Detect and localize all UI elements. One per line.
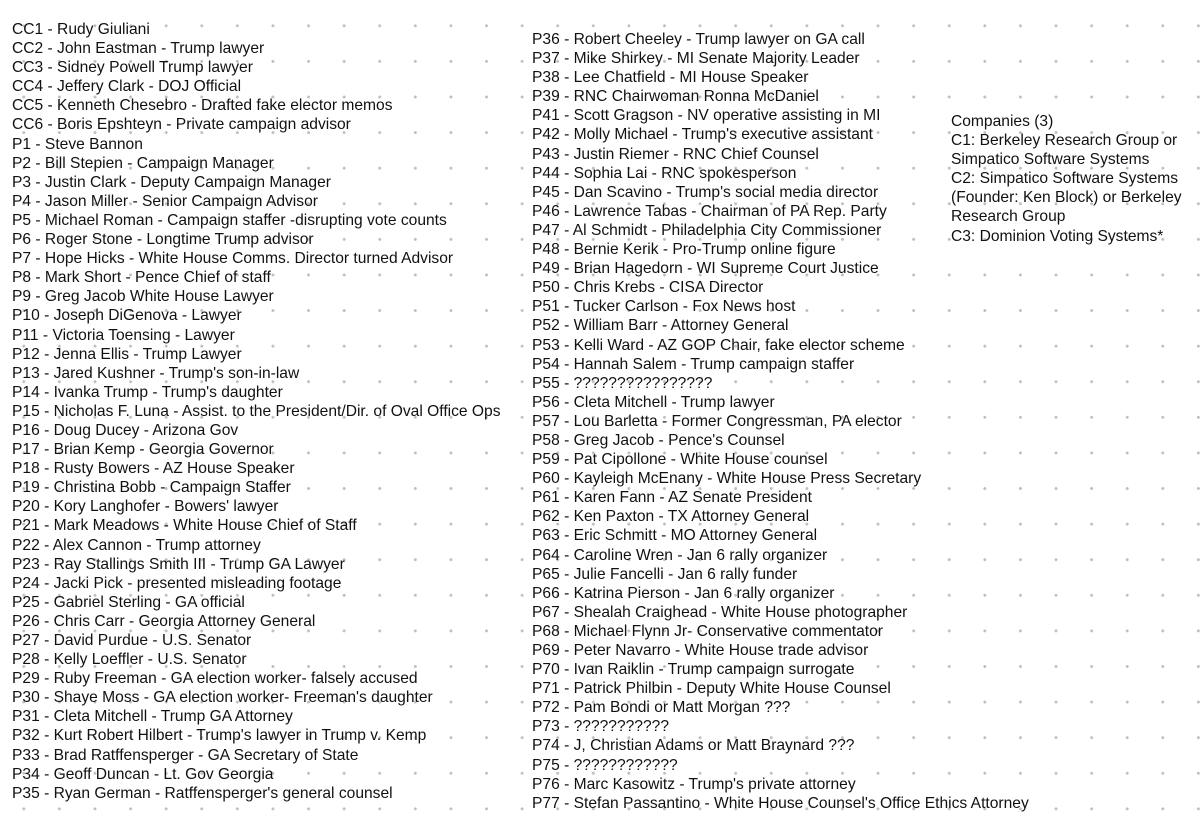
list-item: P52 - William Barr - Attorney General [532, 317, 789, 335]
list-item: P26 - Chris Carr - Georgia Attorney General [12, 612, 316, 630]
list-item: P41 - Scott Gragson - NV operative assisting in MI [532, 107, 881, 125]
list-item: P48 - Bernie Kerik - Pro-Trump online figure [532, 241, 836, 259]
list-item: P16 - Doug Ducey - Arizona Gov [12, 421, 239, 439]
list-item: P36 - Robert Cheeley - Trump lawyer on GA call [532, 31, 865, 48]
list-item: P49 - Brian Hagedorn - WI Supreme Court Justice [532, 260, 879, 278]
list-item: P9 - Greg Jacob White House Lawyer [12, 288, 274, 306]
list-item: P60 - Kayleigh McEnany - White House Press Secretary [532, 470, 922, 488]
list-item: P10 - Joseph DiGenova - Lawyer [12, 307, 242, 325]
list-item: P13 - Jared Kushner - Trump's son-in-law [12, 364, 300, 382]
list-item: P28 - Kelly Loeffler - U.S. Senator [12, 651, 247, 669]
list-item: P15 - Nicholas F. Luna - Assist. to the President/Dir. of Oval Office Ops [12, 402, 501, 420]
list-item: P35 - Ryan German - Ratffensperger's general counsel [12, 784, 393, 802]
list-item: P57 - Lou Barletta - Former Congressman, PA elector [532, 412, 902, 430]
list-item: P4 - Jason Miller - Senior Campaign Advisor [12, 192, 318, 210]
list-item: P17 - Brian Kemp - Georgia Governor [12, 441, 274, 459]
list-item: P59 - Pat Cipollone - White House counsel [532, 451, 828, 469]
list-item: P1 - Steve Bannon [12, 135, 143, 153]
list-item: P33 - Brad Ratffensperger - GA Secretary of State [12, 746, 359, 764]
list-item: CC6 - Boris Epshteyn - Private campaign advisor [12, 116, 351, 134]
list-item: P7 - Hope Hicks - White House Comms. Director turned Advisor [12, 250, 454, 268]
list-item: P71 - Patrick Philbin - Deputy White House Counsel [532, 680, 891, 698]
list-item: P77 - Stefan Passantino - White House Counsel's Office Ethics Attorney [532, 794, 1029, 812]
list-item: P66 - Katrina Pierson - Jan 6 rally organizer [532, 584, 835, 602]
company-line: C2: Simpatico Software Systems [951, 170, 1179, 188]
companies-section [951, 112, 1196, 246]
list-item: P2 - Bill Stepien - Campaign Manager [12, 154, 274, 172]
list-item: P39 - RNC Chairwoman Ronna McDaniel [532, 88, 819, 106]
list-item: P25 - Gabriel Sterling - GA official [12, 593, 245, 611]
list-item: P65 - Julie Fancelli - Jan 6 rally funder [532, 565, 798, 583]
list-item: P72 - Pam Bondi or Matt Morgan ??? [532, 699, 791, 717]
list-item: P34 - Geoff Duncan - Lt. Gov Georgia [12, 765, 274, 783]
list-item: CC2 - John Eastman - Trump lawyer [12, 40, 265, 58]
list-item: P46 - Lawrence Tabas - Chairman of PA Rep. Party [532, 202, 887, 220]
list-item: P47 - Al Schmidt - Philadelphia City Commissioner [532, 221, 882, 239]
list-item: P58 - Greg Jacob - Pence's Counsel [532, 431, 785, 449]
list-item: P20 - Kory Langhofer - Bowers' lawyer [12, 498, 279, 516]
list-item: P12 - Jenna Ellis - Trump Lawyer [12, 345, 242, 363]
list-item: P75 - ???????????? [532, 756, 678, 774]
list-item: P21 - Mark Meadows - White House Chief of Staff [12, 517, 357, 535]
list-item: P67 - Shealah Craighead - White House photographer [532, 603, 908, 621]
list-item: P30 - Shaye Moss - GA election worker- Freeman's daughter [12, 689, 433, 707]
list-item: P6 - Roger Stone - Longtime Trump advisor [12, 231, 314, 249]
list-item: P45 - Dan Scavino - Trump's social media director [532, 183, 879, 201]
list-item: P54 - Hannah Salem - Trump campaign staffer [532, 355, 855, 373]
list-item: P11 - Victoria Toensing - Lawyer [12, 326, 235, 344]
company-line: Research Group [951, 208, 1066, 226]
list-item: P19 - Christina Bobb - Campaign Staffer [12, 479, 291, 497]
list-item: P53 - Kelli Ward - AZ GOP Chair, fake elector scheme [532, 336, 905, 354]
list-item: P3 - Justin Clark - Deputy Campaign Manager [12, 173, 331, 191]
list-item: P69 - Peter Navarro - White House trade advisor [532, 642, 869, 659]
list-item: P32 - Kurt Robert Hilbert - Trump's lawyer in Trump v. Kemp [12, 727, 427, 745]
list-item: P44 - Sophia Lai - RNC spokesperson [532, 164, 797, 182]
list-item: P14 - Ivanka Trump - Trump's daughter [12, 383, 283, 401]
list-item: P31 - Cleta Mitchell - Trump GA Attorney [12, 708, 293, 726]
list-item: P18 - Rusty Bowers - AZ House Speaker [12, 460, 295, 478]
company-line: Simpatico Software Systems [951, 151, 1150, 169]
list-item: P27 - David Purdue - U.S. Senator [12, 632, 252, 649]
list-item: P51 - Tucker Carlson - Fox News host [532, 298, 796, 316]
list-item: P63 - Eric Schmitt - MO Attorney General [532, 527, 818, 545]
list-item: P61 - Karen Fann - AZ Senate President [532, 489, 812, 507]
list-item: P74 - J, Christian Adams or Matt Braynard ??? [532, 737, 855, 755]
list-item: P5 - Michael Roman - Campaign staffer -disrupting vote counts [12, 211, 447, 229]
list-item: CC5 - Kenneth Chesebro - Drafted fake elector memos [12, 97, 393, 115]
left-column-list [12, 20, 501, 803]
list-item: P38 - Lee Chatfield - MI House Speaker [532, 69, 809, 87]
company-line: C3: Dominion Voting Systems* [951, 227, 1164, 245]
list-item: CC1 - Rudy Giuliani [12, 21, 150, 38]
list-item: CC3 - Sidney Powell Trump lawyer [12, 59, 253, 77]
list-item: P50 - Chris Krebs - CISA Director [532, 279, 764, 297]
list-item: P76 - Marc Kasowitz - Trump's private attorney [532, 775, 856, 793]
list-item: P73 - ??????????? [532, 718, 670, 736]
list-item: P68 - Michael Flynn Jr- Conservative commentator [532, 622, 883, 640]
company-line: (Founder: Ken Block) or Berkeley [951, 189, 1182, 207]
list-item: P42 - Molly Michael - Trump's executive assistant [532, 126, 873, 144]
companies-heading: Companies (3) [951, 113, 1054, 130]
list-item: P22 - Alex Cannon - Trump attorney [12, 536, 261, 554]
list-item: P29 - Ruby Freeman - GA election worker- falsely accused [12, 670, 418, 688]
list-item: P70 - Ivan Raiklin - Trump campaign surrogate [532, 661, 855, 679]
list-item: P56 - Cleta Mitchell - Trump lawyer [532, 393, 775, 411]
list-item: P55 - ???????????????? [532, 374, 713, 392]
list-item: P23 - Ray Stallings Smith III - Trump GA Lawyer [12, 555, 345, 573]
list-item: P62 - Ken Paxton - TX Attorney General [532, 508, 810, 526]
list-item: P64 - Caroline Wren - Jan 6 rally organizer [532, 546, 828, 564]
list-item: P37 - Mike Shirkey - MI Senate Majority Leader [532, 50, 860, 68]
list-item: P8 - Mark Short - Pence Chief of staff [12, 269, 271, 287]
list-item: P43 - Justin Riemer - RNC Chief Counsel [532, 145, 819, 163]
list-item: P24 - Jacki Pick - presented misleading footage [12, 574, 342, 592]
list-item: CC4 - Jeffery Clark - DOJ Official [12, 78, 242, 96]
company-line: C1: Berkeley Research Group or [951, 132, 1178, 150]
